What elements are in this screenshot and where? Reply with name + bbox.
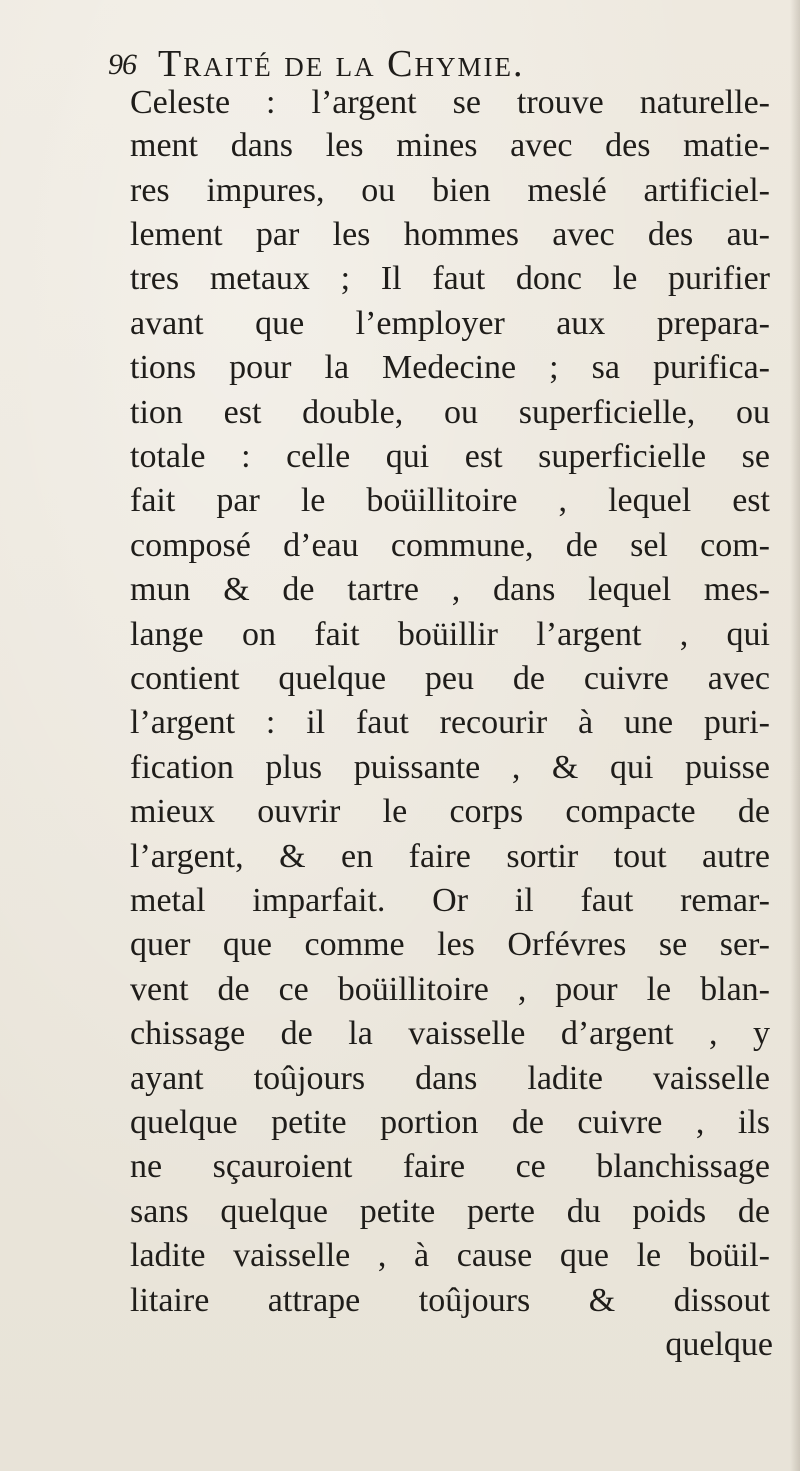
text-line: Celeste : l’argent se trouve naturelle- (130, 84, 770, 121)
running-title: Traité de la Chymie. (158, 43, 525, 85)
text-line: totale : celle qui est superficielle se (130, 438, 770, 475)
text-line: ment dans les mines avec des matie- (130, 127, 770, 164)
text-line: tion est double, ou superficielle, ou (130, 394, 770, 431)
text-line: tres metaux ; Il faut donc le purifier (130, 260, 770, 297)
text-line: litaire attrape toûjours & dissout (130, 1282, 770, 1319)
text-line: metal imparfait. Or il faut remar- (130, 882, 770, 919)
text-line: res impures, ou bien meslé artificiel- (130, 172, 770, 209)
text-line: l’argent : il faut recourir à une puri- (130, 704, 770, 741)
text-line: lement par les hommes avec des au- (130, 216, 770, 253)
text-line: mun & de tartre , dans lequel mes- (130, 571, 770, 608)
text-line: sans quelque petite perte du poids de (130, 1193, 770, 1230)
text-line: quelque petite portion de cuivre , ils (130, 1104, 770, 1141)
catchword: quelque (665, 1326, 773, 1363)
text-line: chissage de la vaisselle d’argent , y (130, 1015, 770, 1052)
page-number: 96 (108, 48, 136, 81)
text-line: quer que comme les Orfévres se ser- (130, 926, 770, 963)
text-line: ayant toûjours dans ladite vaisselle (130, 1060, 770, 1097)
text-line: mieux ouvrir le corps compacte de (130, 793, 770, 830)
text-line: avant que l’employer aux prepara- (130, 305, 770, 342)
text-line: fication plus puissante , & qui puisse (130, 749, 770, 786)
text-line: tions pour la Medecine ; sa purifica- (130, 349, 770, 386)
text-line: vent de ce boüillitoire , pour le blan- (130, 971, 770, 1008)
text-line: ladite vaisselle , à cause que le boüil- (130, 1237, 770, 1274)
text-line: contient quelque peu de cuivre avec (130, 660, 770, 697)
text-line: composé d’eau commune, de sel com- (130, 527, 770, 564)
text-line: lange on fait boüillir l’argent , qui (130, 616, 770, 653)
text-line: fait par le boüillitoire , lequel est (130, 482, 770, 519)
text-line: l’argent, & en faire sortir tout autre (130, 838, 770, 875)
text-line: ne sçauroient faire ce blanchissage (130, 1148, 770, 1185)
